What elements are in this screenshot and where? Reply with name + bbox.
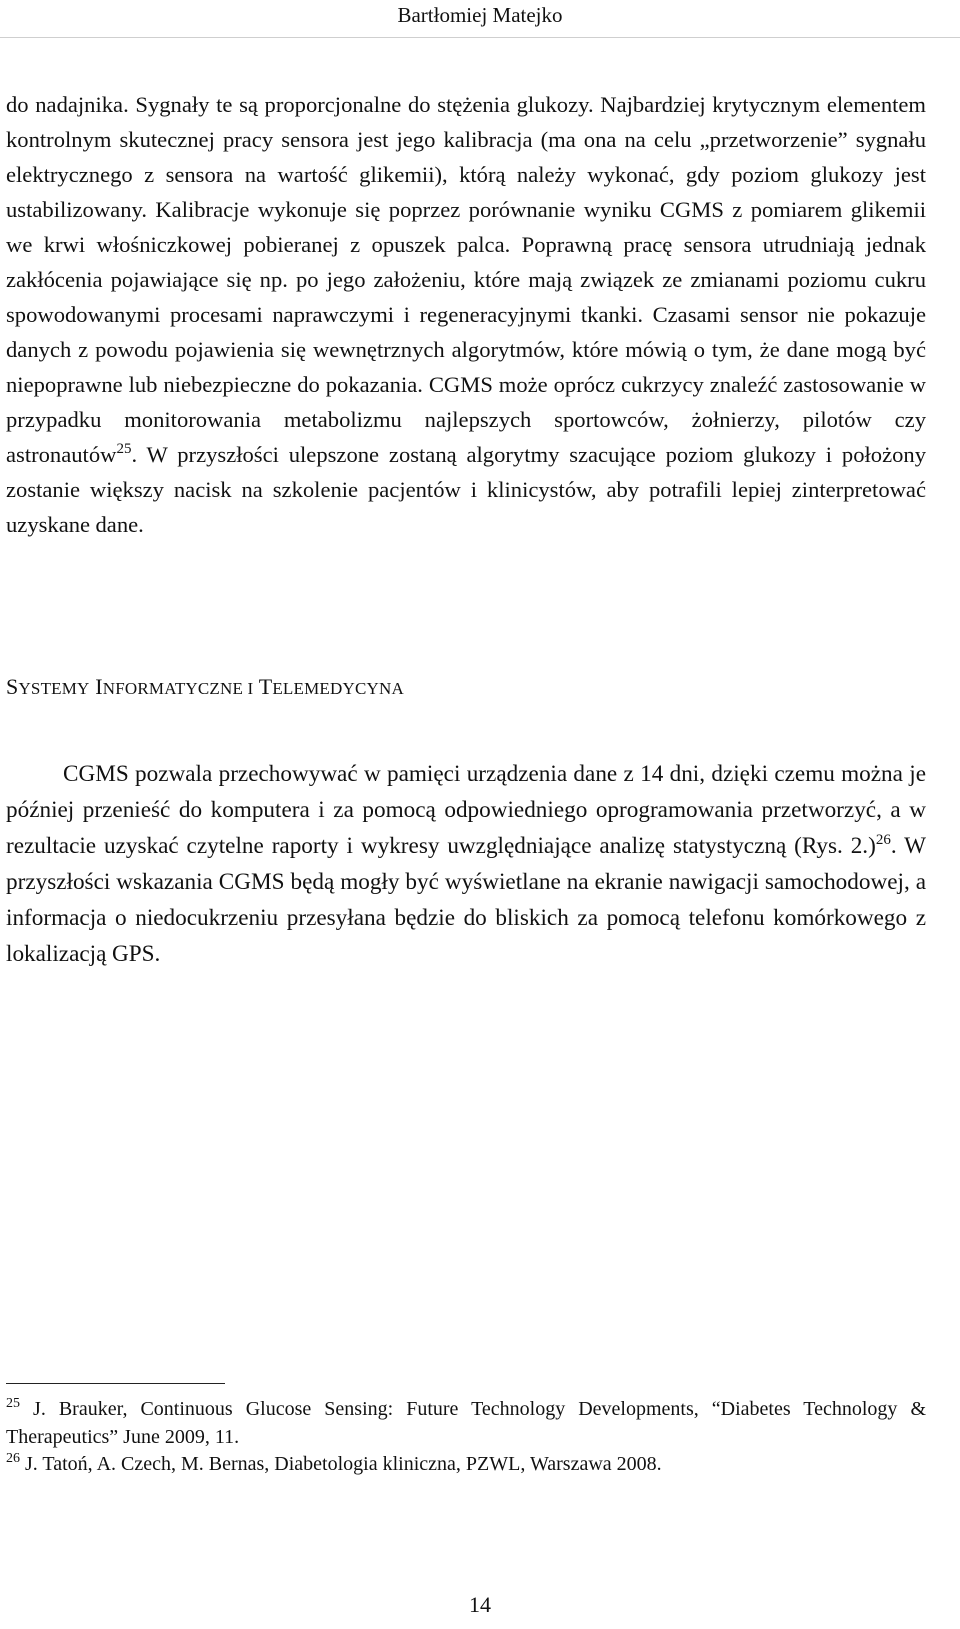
page-number: 14: [469, 1592, 491, 1617]
paragraph-2-text: CGMS pozwala przechowywać w pamięci urządzenia dane z 14 dni, dzięki czemu można je później przenieść do komputera i za pomocą odpowiedniego oprogramowania przetworzyć, a w rezultacie uzyskać czytelne raporty i wykresy uwzględniające analizę statystyczną (Rys. 2.): [6, 761, 926, 859]
heading-rest-2: NFORMATYCZNE I: [102, 679, 254, 698]
footnote-separator: [6, 1383, 225, 1384]
section-heading: [6, 672, 404, 704]
body-paragraph-2: [6, 756, 926, 972]
footnote-text: J. Brauker, Continuous Glucose Sensing: Future Technology Developments, “Diabetes Technology & Therapeutics” June 2009, 11.: [6, 1398, 926, 1448]
running-header: [0, 0, 960, 34]
footnote-ref-26: 26: [875, 832, 891, 848]
footnote-number: 25: [6, 1396, 20, 1411]
footnote-26: [6, 1450, 926, 1478]
heading-cap-1: S: [6, 674, 19, 699]
heading-cap-2: I: [95, 674, 103, 699]
footnote-ref-25: 25: [116, 441, 132, 457]
footnote-text: J. Tatoń, A. Czech, M. Bernas, Diabetologia kliniczna, PZWL, Warszawa 2008.: [25, 1453, 662, 1475]
paragraph-2-end: . W przyszłości wskazania CGMS będą mogły być wyświetlane na ekranie nawigacji samochodowej, a informacja o niedocukrzeniu przesyłana będzie do bliskich za pomocą telefonu komórkowego z lokalizacją GPS.: [6, 833, 926, 967]
heading-rest-3: ELEMEDYCYNA: [272, 679, 404, 698]
body-paragraph-1: [6, 87, 926, 542]
header-rule: [0, 37, 960, 38]
heading-rest-1: YSTEMY: [18, 679, 90, 698]
header-author: Bartłomiej Matejko: [397, 3, 563, 27]
heading-cap-3: T: [258, 674, 273, 699]
paragraph-1-end: . W przyszłości ulepszone zostaną algorytmy szacujące poziom glukozy i położony zostanie większy nacisk na szkolenie pacjentów i klinicystów, aby potrafili lepiej zinterpretować uzyskane dane.: [6, 442, 926, 537]
paragraph-1-text: do nadajnika. Sygnały te są proporcjonalne do stężenia glukozy. Najbardziej krytycznym elementem kontrolnym skutecznej pracy sensora jest jego kalibracja (ma ona na celu „przetworzenie” sygnału elektrycznego z sensora na wartość glikemii), którą należy wykonać, gdy poziom glukozy jest ustabilizowany. Kalibracje wykonuje się poprzez porównanie wyniku CGMS z pomiarem glikemii we krwi włośniczkowej pobieranej z opuszek palca. Poprawną pracę sensora utrudniają jednak zakłócenia pojawiające się np. po jego założeniu, które mają związek ze zmianami poziomu cukru spowodowanymi procesami naprawczymi i regeneracyjnymi tkanki. Czasami sensor nie pokazuje danych z powodu pojawienia się wewnętrznych algorytmów, które mówią o tym, że dane mogą być niepoprawne lub niebezpieczne do pokazania. CGMS może oprócz cukrzycy znaleźć zastosowanie w przypadku monitorowania metabolizmu najlepszych sportowców, żołnierzy, pilotów czy astronautów: [6, 92, 926, 467]
footnote-25: [6, 1395, 926, 1451]
footnote-number: 26: [6, 1451, 20, 1466]
